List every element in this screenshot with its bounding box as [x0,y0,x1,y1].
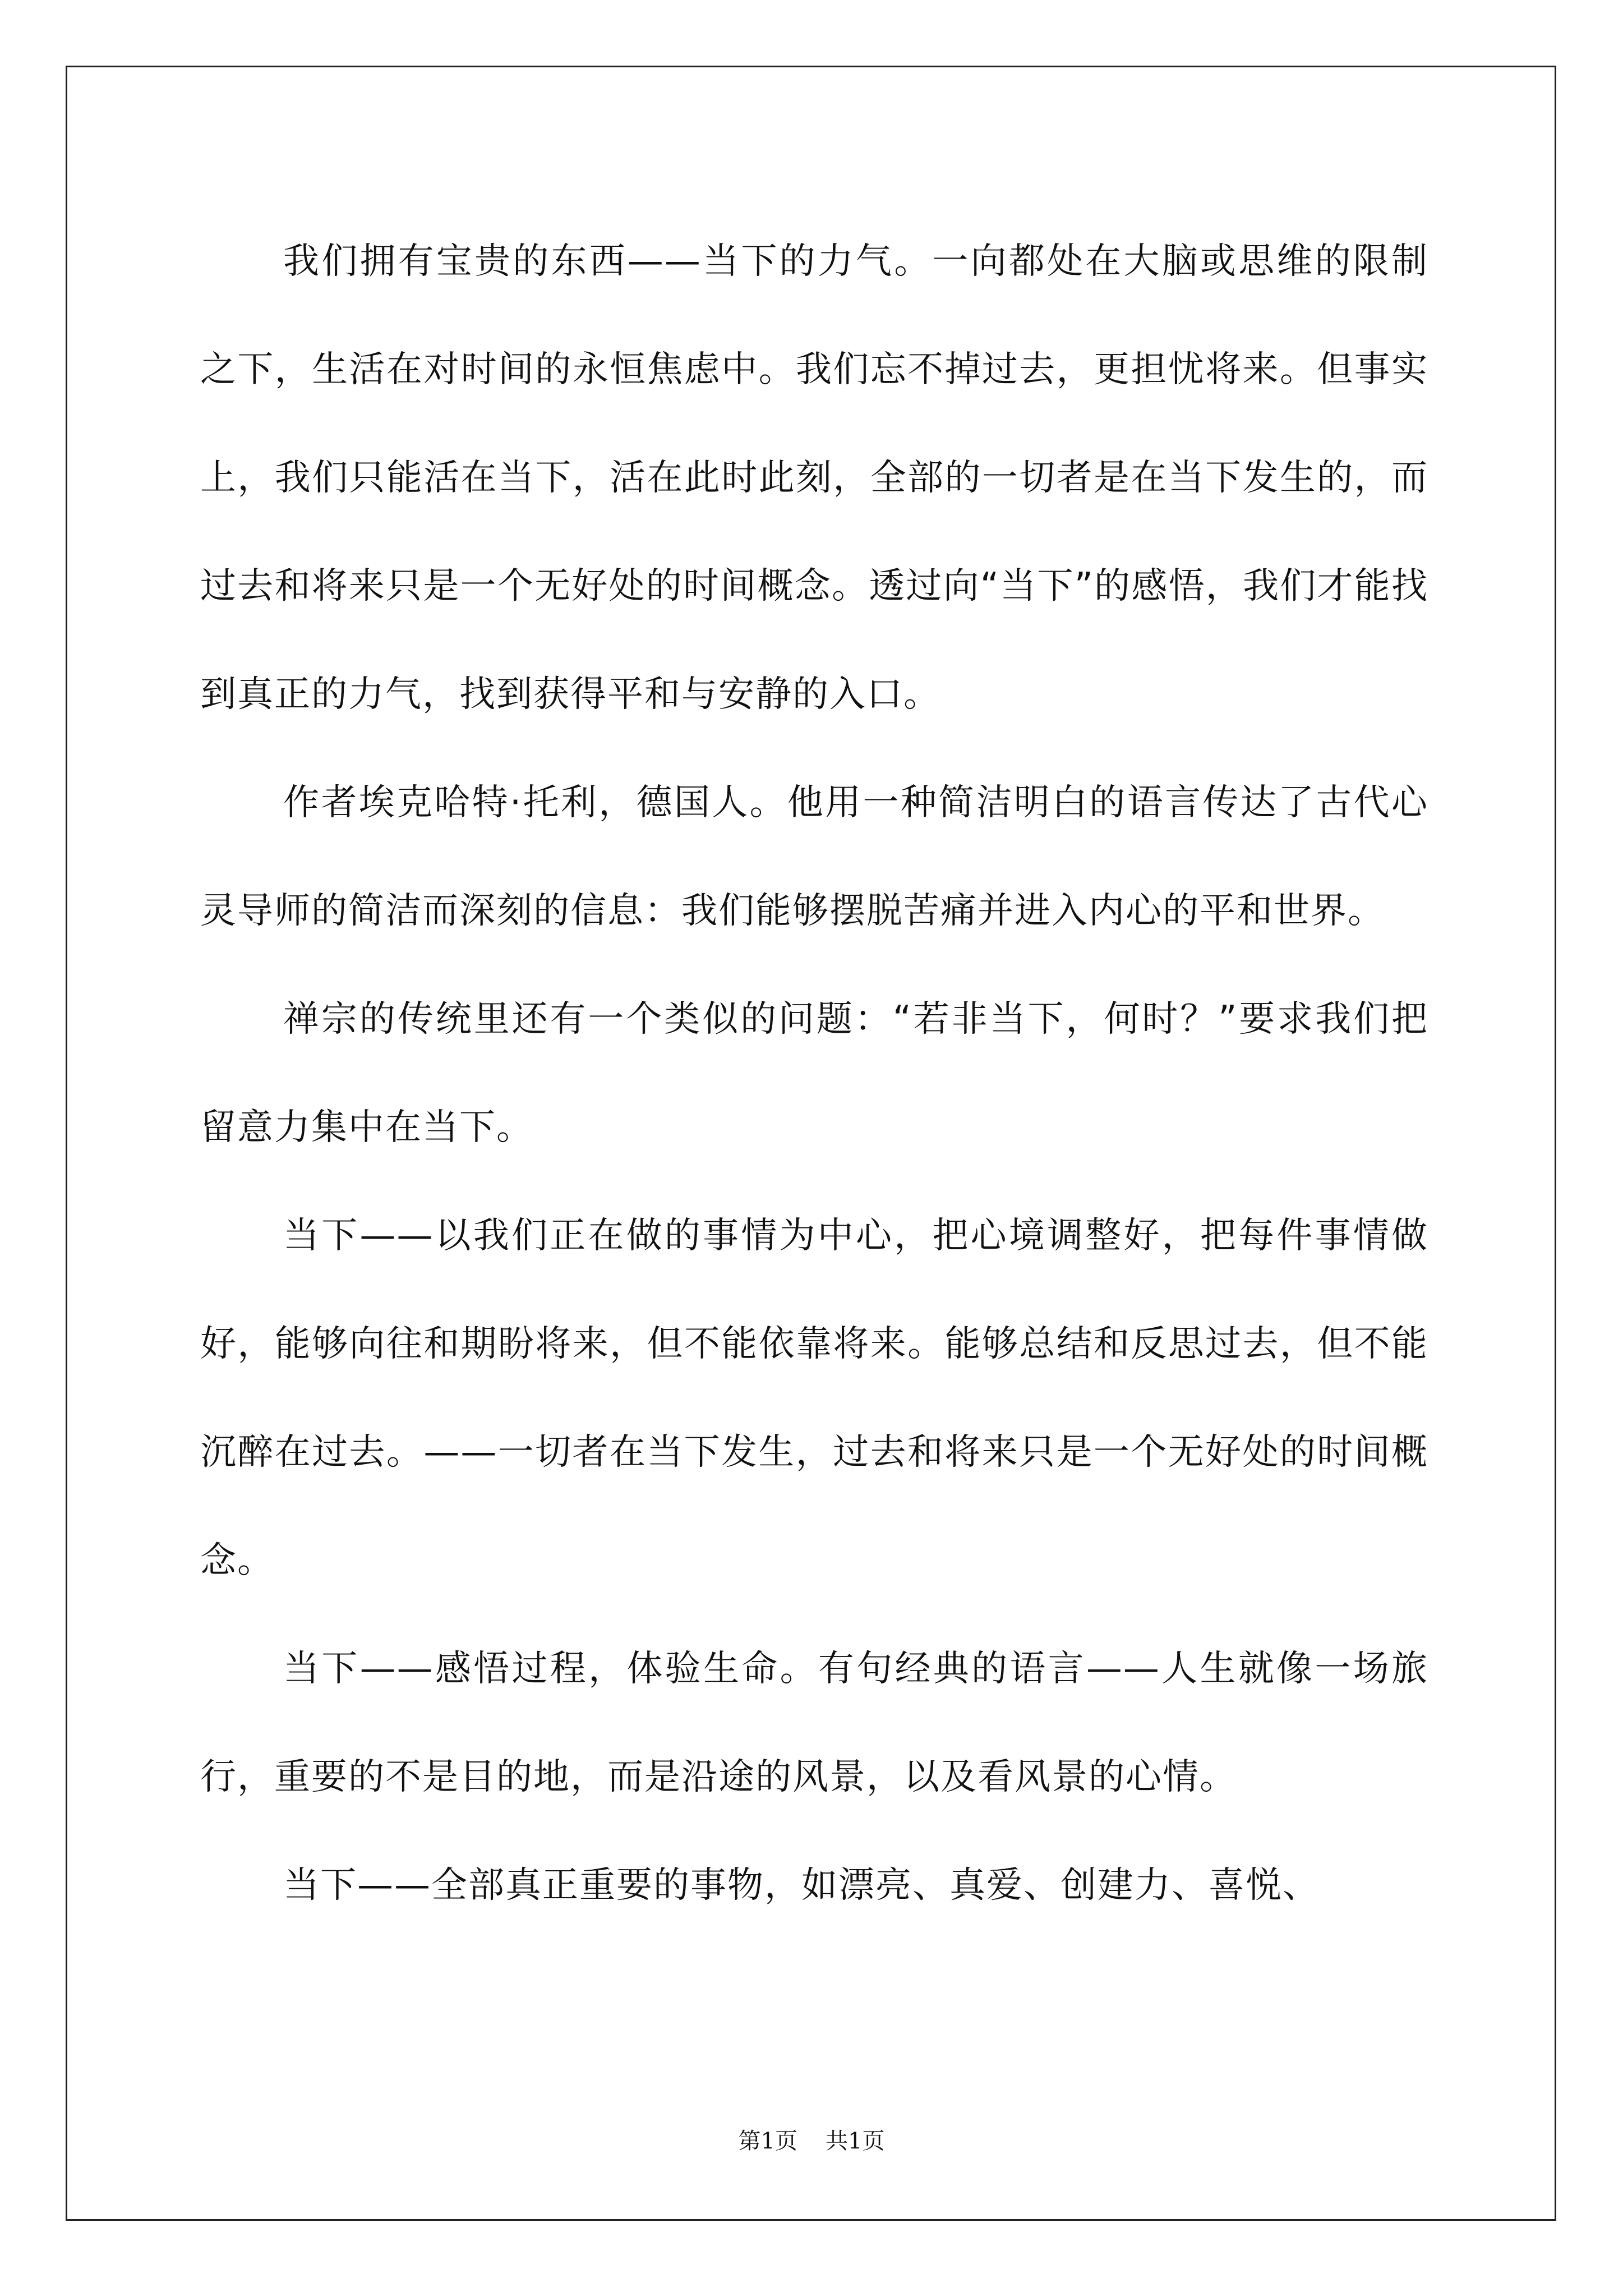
paragraph-6: 当下——全部真正重要的事物，如漂亮、真爱、创建力、喜悦、 [283,1865,1320,1906]
paragraph-2: 作者埃克哈特·托利，德国人。他用一种简洁明白的语言传达了古代心灵导师的简洁而深刻的信息：我们能够摆脱苦痛并进入内心的平和世界。 [200,782,1428,932]
document-body [200,208,1428,1940]
paragraph-3: 禅宗的传统里还有一个类似的问题：“若非当下，何时？”要求我们把留意力集中在当下。 [200,999,1428,1148]
page-total: 共1页 [826,2128,885,2154]
page-number: 第1页 [738,2128,797,2154]
paragraph-5: 当下——感悟过程，体验生命。有句经典的语言——人生就像一场旅行，重要的不是目的地，而是沿途的风景，以及看风景的心情。 [200,1648,1428,1798]
page-footer [0,2123,1623,2155]
paragraph-4: 当下——以我们正在做的事情为中心，把心境调整好，把每件事情做好，能够向往和期盼将来，但不能依靠将来。能够总结和反思过去，但不能沉醉在过去。——一切者在当下发生，过去和将来只是一个无好处的时间概念。 [200,1215,1428,1581]
paragraph-1: 我们拥有宝贵的东西——当下的力气。一向都处在大脑或思维的限制之下，生活在对时间的永恒焦虑中。我们忘不掉过去，更担忧将来。但事实上，我们只能活在当下，活在此时此刻，全部的一切者是在当下发生的，而过去和将来只是一个无好处的时间概念。透过向“当下”的感悟，我们才能找到真正的力气，找到获得平和与安静的入口。 [200,241,1428,715]
